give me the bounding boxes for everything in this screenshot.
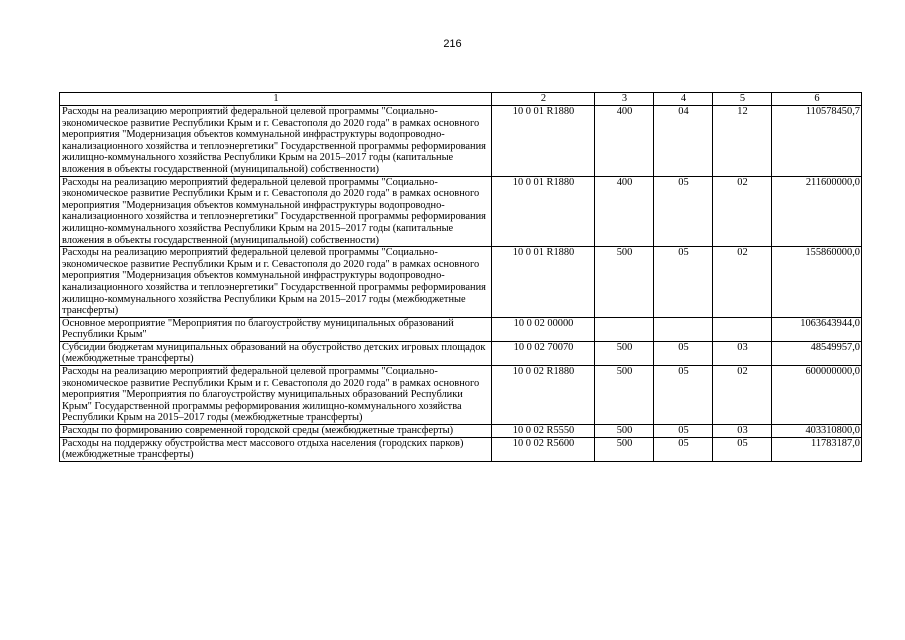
amount: 403310800,0 (772, 425, 862, 438)
subsection: 03 (713, 341, 772, 365)
budget-table (59, 92, 862, 462)
subsection: 02 (713, 176, 772, 247)
target-code: 10 0 02 70070 (492, 341, 595, 365)
amount: 211600000,0 (772, 176, 862, 247)
header-col-6: 6 (772, 93, 862, 106)
table-row (60, 317, 862, 341)
expense-name: Расходы на реализацию мероприятий федеральной целевой программы "Социально-экономическое развитие Республики Крым и г. Севастополя до 2020 года" в рамках основного мероприятия "Модернизация объектов коммунальной инфраструктуры водопроводно-канализационного хозяйства и теплоэнергетики" Государственной программы реформирования жилищно-коммунального хозяйства Республики Крым на 2015–2017 годы (капитальные вложения в объекты государственной (муниципальной) собственности) (60, 176, 492, 247)
expense-name: Расходы на реализацию мероприятий федеральной целевой программы "Социально-экономическое развитие Республики Крым и г. Севастополя до 2020 года" в рамках основного мероприятия "Модернизация объектов коммунальной инфраструктуры водопроводно-канализационного хозяйства и теплоэнергетики" Государственной программы реформирования жилищно-коммунального хозяйства Республики Крым на 2015–2017 годы (межбюджетные трансферты) (60, 247, 492, 318)
amount: 11783187,0 (772, 437, 862, 461)
subsection: 02 (713, 247, 772, 318)
amount: 155860000,0 (772, 247, 862, 318)
section (654, 317, 713, 341)
expense-type: 400 (595, 176, 654, 247)
table-row (60, 247, 862, 318)
subsection: 05 (713, 437, 772, 461)
amount: 1063643944,0 (772, 317, 862, 341)
expense-type: 400 (595, 106, 654, 177)
subsection: 02 (713, 366, 772, 425)
subsection (713, 317, 772, 341)
amount: 48549957,0 (772, 341, 862, 365)
amount: 600000000,0 (772, 366, 862, 425)
expense-name: Субсидии бюджетам муниципальных образований на обустройство детских игровых площадок (межбюджетные трансферты) (60, 341, 492, 365)
target-code: 10 0 02 R5550 (492, 425, 595, 438)
table-row (60, 341, 862, 365)
target-code: 10 0 02 R1880 (492, 366, 595, 425)
section: 05 (654, 341, 713, 365)
expense-type: 500 (595, 341, 654, 365)
header-col-3: 3 (595, 93, 654, 106)
amount: 110578450,7 (772, 106, 862, 177)
expense-type (595, 317, 654, 341)
expense-type: 500 (595, 437, 654, 461)
header-col-4: 4 (654, 93, 713, 106)
target-code: 10 0 01 R1880 (492, 106, 595, 177)
header-col-1: 1 (60, 93, 492, 106)
section: 05 (654, 247, 713, 318)
expense-name: Расходы на реализацию мероприятий федеральной целевой программы "Социально-экономическое развитие Республики Крым и г. Севастополя до 2020 года" в рамках основного мероприятия "Мероприятия по благоустройству муниципальных образований Республики Крым" Государственной программы реформирования жилищно-коммунального хозяйства Республики Крым на 2015–2017 годы (межбюджетные трансферты) (60, 366, 492, 425)
table-row (60, 106, 862, 177)
section: 05 (654, 425, 713, 438)
section: 05 (654, 366, 713, 425)
table-row (60, 425, 862, 438)
table-row (60, 176, 862, 247)
expense-type: 500 (595, 366, 654, 425)
target-code: 10 0 02 R5600 (492, 437, 595, 461)
expense-type: 500 (595, 247, 654, 318)
section: 04 (654, 106, 713, 177)
expense-name: Расходы по формированию современной городской среды (межбюджетные трансферты) (60, 425, 492, 438)
subsection: 03 (713, 425, 772, 438)
expense-type: 500 (595, 425, 654, 438)
table-row (60, 437, 862, 461)
expense-name: Основное мероприятие "Мероприятия по благоустройству муниципальных образований Республики Крым" (60, 317, 492, 341)
table-row (60, 366, 862, 425)
section: 05 (654, 176, 713, 247)
header-col-2: 2 (492, 93, 595, 106)
target-code: 10 0 01 R1880 (492, 176, 595, 247)
expense-name: Расходы на реализацию мероприятий федеральной целевой программы "Социально-экономическое развитие Республики Крым и г. Севастополя до 2020 года" в рамках основного мероприятия "Модернизация объектов коммунальной инфраструктуры водопроводно-канализационного хозяйства и теплоэнергетики" Государственной программы реформирования жилищно-коммунального хозяйства Республики Крым на 2015–2017 годы (капитальные вложения в объекты государственной (муниципальной) собственности) (60, 106, 492, 177)
target-code: 10 0 01 R1880 (492, 247, 595, 318)
target-code: 10 0 02 00000 (492, 317, 595, 341)
page-number: 216 (443, 38, 462, 50)
subsection: 12 (713, 106, 772, 177)
expense-name: Расходы на поддержку обустройства мест массового отдыха населения (городских парков) (межбюджетные трансферты) (60, 437, 492, 461)
header-row (60, 93, 862, 106)
section: 05 (654, 437, 713, 461)
header-col-5: 5 (713, 93, 772, 106)
